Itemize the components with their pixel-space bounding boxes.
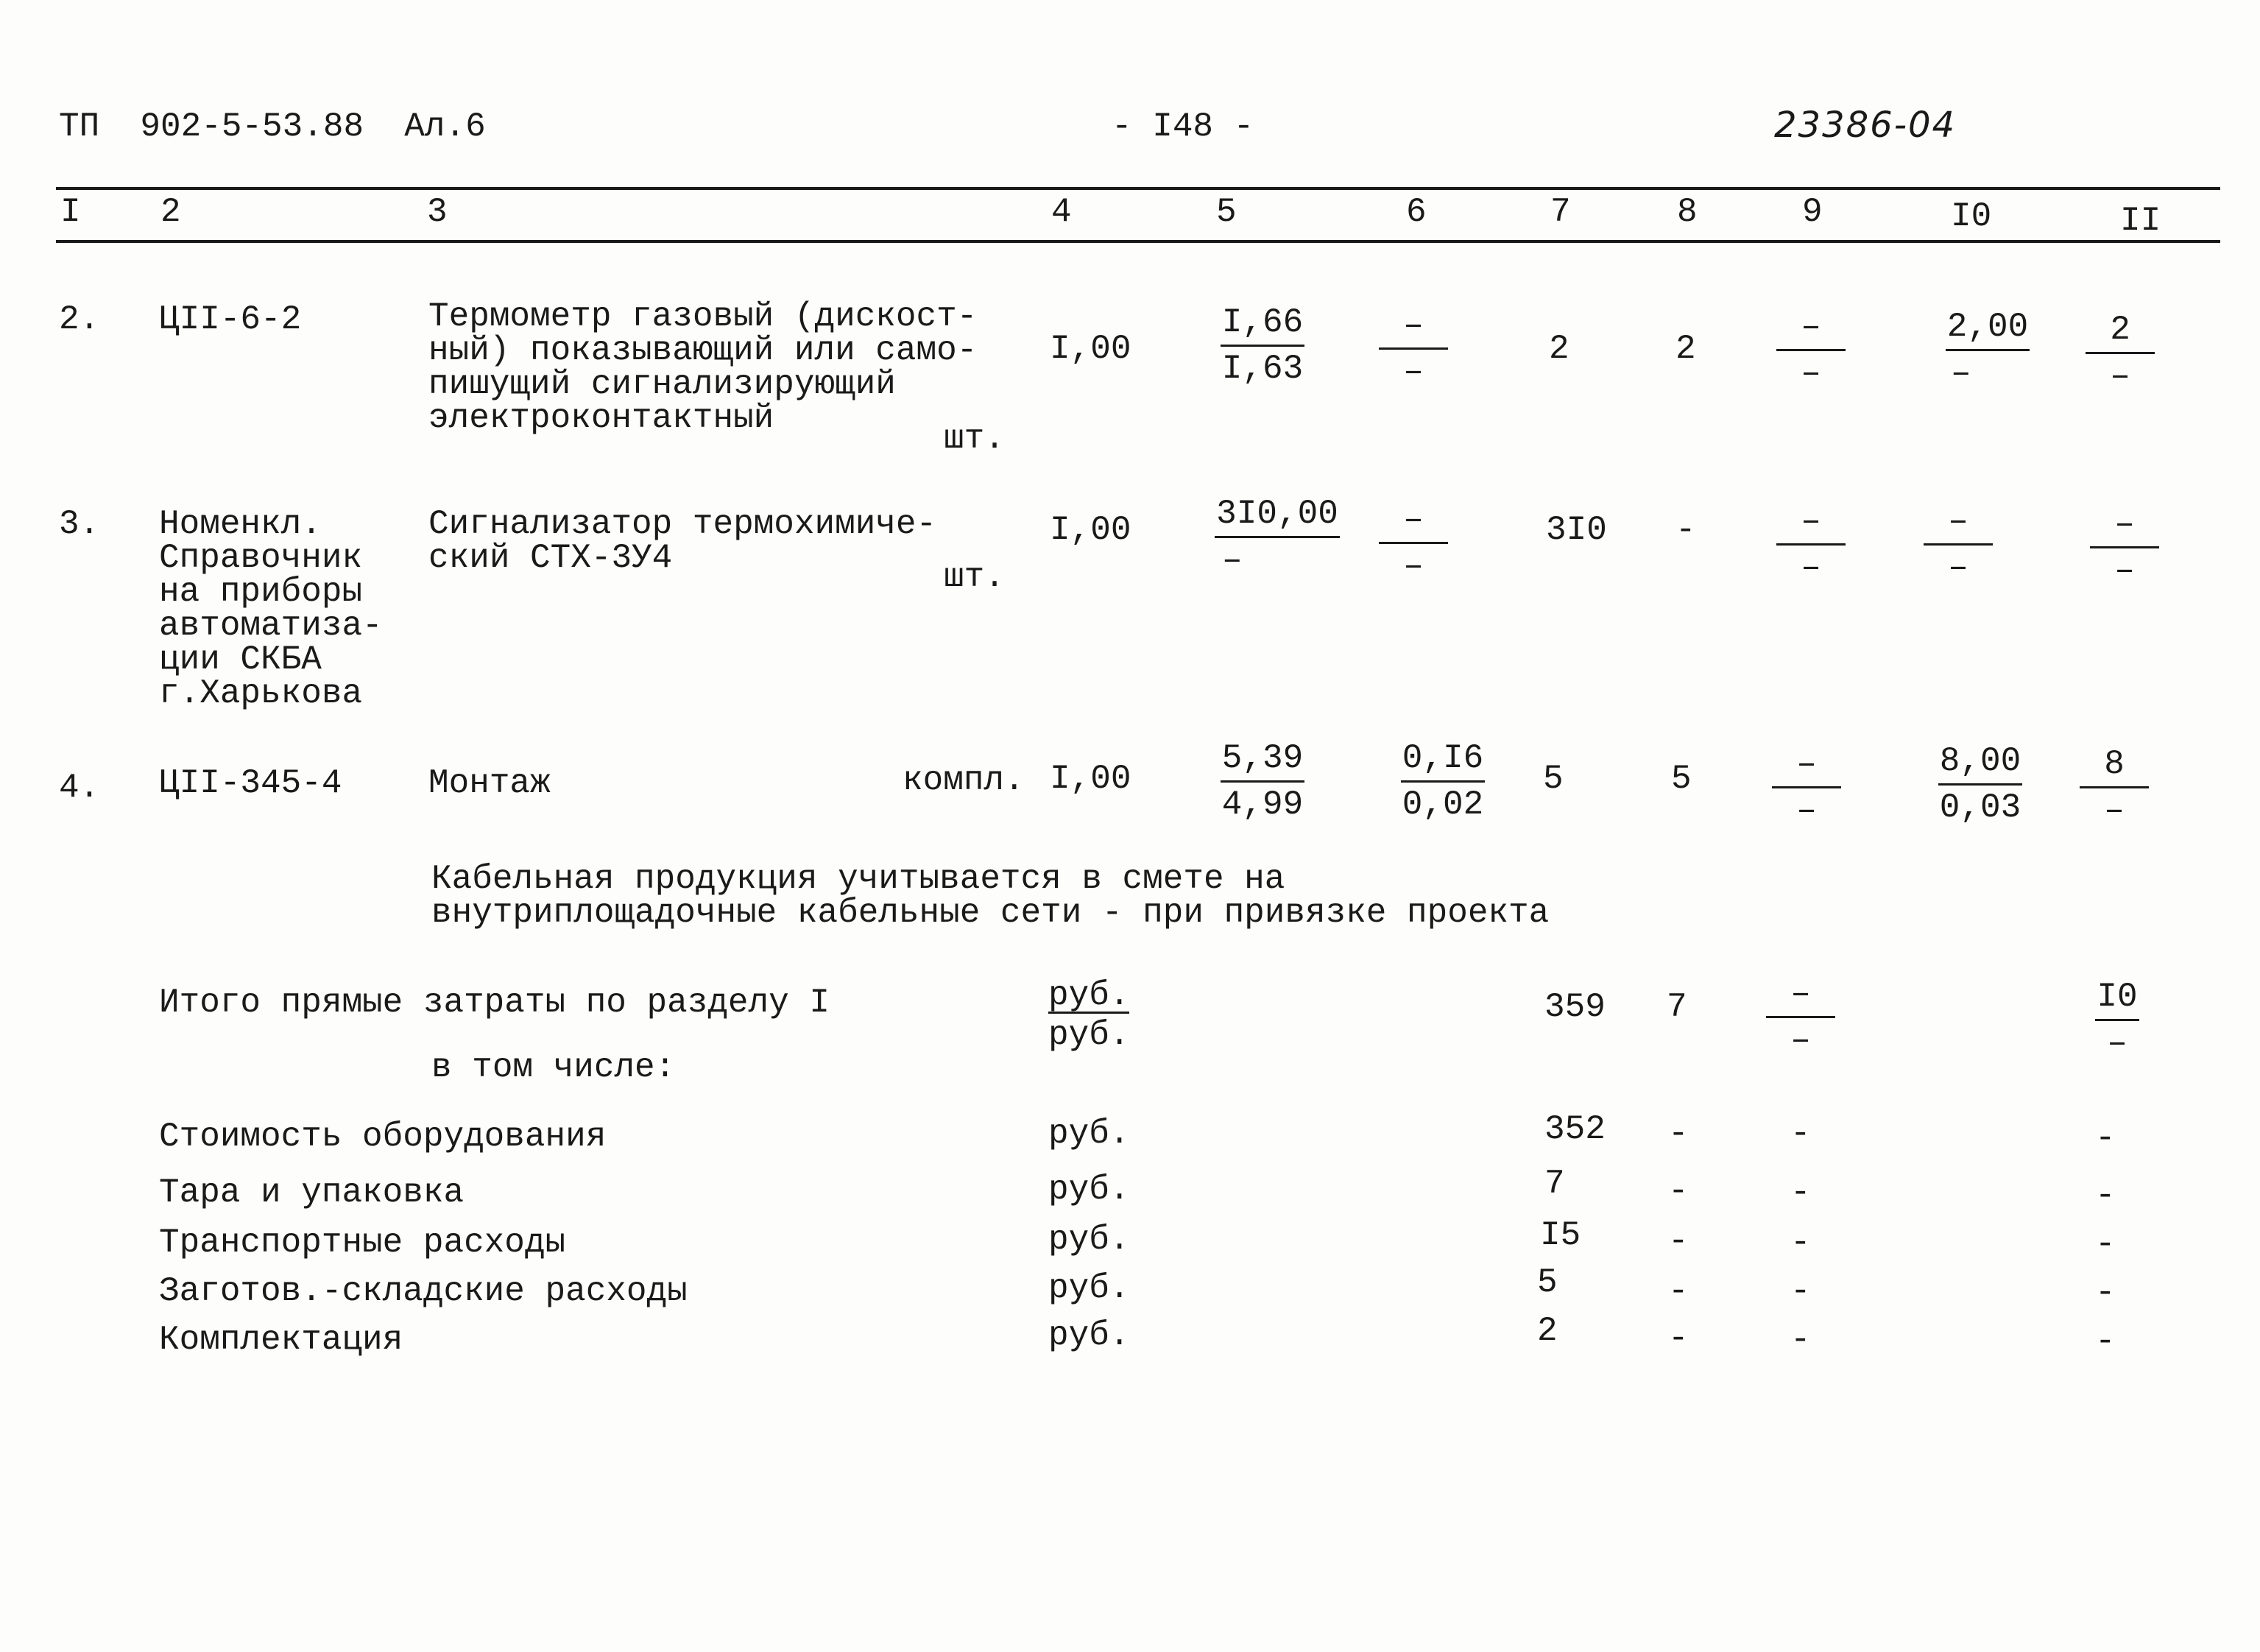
row-4-c5-top: 5,39 xyxy=(1221,736,1304,783)
row-4-qty: I,00 xyxy=(1050,760,1131,798)
row-4-c6 xyxy=(1391,736,1494,827)
row-4-c9-bot: – xyxy=(1796,791,1817,830)
row-3-code-line-3: на приборы xyxy=(159,573,363,611)
col-head-7: 7 xyxy=(1550,193,1571,231)
row-2-c11-bot: – xyxy=(2110,357,2130,395)
breakdown-5-unit: руб. xyxy=(1048,1316,1130,1355)
breakdown-4-c8: - xyxy=(1668,1272,1689,1310)
col-head-2: 2 xyxy=(160,193,181,231)
col-head-8: 8 xyxy=(1677,193,1698,231)
row-2-name-line-2: ный) показывающий или само- xyxy=(428,331,978,370)
row-3-name-line-1: Сигнализатор термохимиче- xyxy=(428,505,937,543)
row-2-c10-bot: – xyxy=(1951,354,1971,392)
row-3-c11-bot: – xyxy=(2114,551,2135,590)
row-3-c11 xyxy=(2088,502,2161,593)
page-number: - I48 - xyxy=(1112,107,1254,146)
breakdown-1-c8: - xyxy=(1668,1115,1689,1153)
breakdown-3-c11: - xyxy=(2095,1225,2116,1263)
breakdown-5-c8: - xyxy=(1668,1319,1689,1358)
row-3-c5-bot: – xyxy=(1222,541,1243,579)
breakdown-4-c7: 5 xyxy=(1537,1263,1558,1302)
breakdown-1-c11: - xyxy=(2095,1119,2116,1157)
totals-unit-bot: руб. xyxy=(1048,1016,1130,1054)
breakdown-2-c11: - xyxy=(2095,1176,2116,1215)
row-2-name-line-3: пишущий сигнализирующий xyxy=(428,365,896,403)
row-2-c11-top: 2 xyxy=(2086,308,2155,354)
row-4-c10 xyxy=(1929,739,2032,830)
col-head-5: 5 xyxy=(1216,193,1237,231)
row-4-c10-top: 8,00 xyxy=(1938,739,2022,786)
row-3-c5-top: 3I0,00 xyxy=(1215,492,1340,538)
row-4-c6-top: 0,I6 xyxy=(1401,736,1485,783)
breakdown-1-label: Стоимость оборудования xyxy=(159,1118,607,1156)
row-3-c10-bot: – xyxy=(1948,548,1968,587)
totals-c7: 359 xyxy=(1544,988,1606,1026)
row-3-c8: - xyxy=(1675,511,1696,549)
row-4-c5-bot: 4,99 xyxy=(1221,786,1304,824)
row-3-c9 xyxy=(1774,499,1848,590)
row-2-c9 xyxy=(1774,305,1848,395)
totals-c8: 7 xyxy=(1667,988,1687,1026)
row-2-num: 2. xyxy=(59,300,100,339)
totals-c11 xyxy=(2080,975,2154,1065)
row-2-c8: 2 xyxy=(1675,330,1696,368)
row-3-c9-bot: – xyxy=(1801,548,1821,587)
breakdown-4-c11: - xyxy=(2095,1274,2116,1312)
row-4-c6-bot: 0,02 xyxy=(1402,786,1484,824)
col-head-9: 9 xyxy=(1802,193,1823,231)
handwritten-number: 23386-04 xyxy=(1774,105,1957,146)
breakdown-5-c11: - xyxy=(2095,1322,2116,1360)
row-4-c11-bot: – xyxy=(2104,791,2125,830)
totals-c9 xyxy=(1764,972,1837,1062)
breakdown-4-label: Заготов.-складские расходы xyxy=(159,1272,688,1310)
row-2-c5-bot: I,63 xyxy=(1221,350,1304,388)
row-3-c5 xyxy=(1207,492,1347,582)
row-3-qty: I,00 xyxy=(1050,511,1131,549)
row-4-c8: 5 xyxy=(1671,760,1692,798)
row-2-c6-bot: – xyxy=(1403,353,1424,391)
row-2-c5 xyxy=(1207,300,1318,391)
row-3-c6-top: – xyxy=(1379,498,1448,544)
row-2-unit: шт. xyxy=(944,420,1005,458)
breakdown-5-c9: - xyxy=(1790,1321,1811,1359)
row-4-unit: компл. xyxy=(903,761,1025,799)
totals-c9-top: – xyxy=(1766,972,1835,1018)
row-3-c10-top: – xyxy=(1924,499,1993,546)
row-4-c9 xyxy=(1770,742,1843,833)
row-3-c6 xyxy=(1377,498,1450,588)
row-3-unit: шт. xyxy=(944,558,1005,596)
totals-c9-bot: – xyxy=(1790,1021,1811,1059)
row-2-code: ЦII-6-2 xyxy=(159,300,302,339)
row-4-c10-bot: 0,03 xyxy=(1939,788,2021,827)
row-3-c9-top: – xyxy=(1776,499,1846,546)
row-2-name-line-1: Термометр газовый (дискост- xyxy=(428,297,978,336)
breakdown-4-c9: - xyxy=(1790,1272,1811,1310)
header-bottom-rule xyxy=(56,240,2220,243)
breakdown-1-c9: - xyxy=(1790,1115,1811,1153)
note-line-1: Кабельная продукция учитывается в смете на xyxy=(431,860,1285,898)
breakdown-3-c7: I5 xyxy=(1540,1216,1581,1254)
row-4-c11 xyxy=(2077,742,2151,833)
row-2-c6-top: – xyxy=(1379,303,1448,350)
row-3-code-line-5: ции СКБА xyxy=(159,640,322,679)
row-4-num: 4. xyxy=(59,769,100,807)
col-head-6: 6 xyxy=(1406,193,1427,231)
breakdown-2-label: Тара и упаковка xyxy=(159,1173,465,1212)
breakdown-3-unit: руб. xyxy=(1048,1221,1130,1259)
breakdown-3-c9: - xyxy=(1790,1224,1811,1262)
col-head-10: I0 xyxy=(1951,197,1992,236)
row-3-c6-bot: – xyxy=(1403,547,1424,585)
breakdown-4-unit: руб. xyxy=(1048,1269,1130,1307)
row-4-c11-top: 8 xyxy=(2080,742,2149,788)
col-head-4: 4 xyxy=(1051,193,1072,231)
row-2-name-line-4: электроконтактный xyxy=(428,399,774,437)
totals-including: в том числе: xyxy=(431,1048,676,1087)
row-4-c7: 5 xyxy=(1543,760,1564,798)
breakdown-2-c8: - xyxy=(1668,1172,1689,1210)
row-4-code: ЦII-345-4 xyxy=(159,764,342,802)
row-3-code-line-1: Номенкл. xyxy=(159,505,322,543)
row-2-c10 xyxy=(1936,305,2039,395)
breakdown-2-c7: 7 xyxy=(1544,1165,1565,1203)
breakdown-5-label: Комплектация xyxy=(159,1321,403,1359)
breakdown-3-c8: - xyxy=(1668,1222,1689,1260)
totals-c11-bot: – xyxy=(2107,1024,2127,1062)
col-head-1: I xyxy=(60,193,81,231)
row-4-c9-top: – xyxy=(1772,742,1841,788)
row-3-c7: 3I0 xyxy=(1546,511,1607,549)
breakdown-3-label: Транспортные расходы xyxy=(159,1224,566,1262)
row-3-name-line-2: ский СТХ-3У4 xyxy=(428,539,673,577)
doc-code: ТП 902-5-53.88 Ал.6 xyxy=(59,107,486,146)
row-3-code-line-2: Справочник xyxy=(159,539,363,577)
breakdown-5-c7: 2 xyxy=(1537,1312,1558,1350)
header-top-rule xyxy=(56,187,2220,190)
col-head-11: II xyxy=(2120,202,2161,240)
row-2-c5-top: I,66 xyxy=(1221,300,1304,347)
row-2-c9-bot: – xyxy=(1801,354,1821,392)
breakdown-2-unit: руб. xyxy=(1048,1171,1130,1209)
row-2-c7: 2 xyxy=(1549,330,1569,368)
row-2-c9-top: – xyxy=(1776,305,1846,351)
col-head-3: 3 xyxy=(427,193,448,231)
totals-c11-top: I0 xyxy=(2095,975,2139,1021)
breakdown-1-c7: 352 xyxy=(1544,1110,1606,1148)
row-2-c10-top: 2,00 xyxy=(1946,305,2030,351)
row-3-code-line-4: автоматиза- xyxy=(159,607,383,645)
breakdown-2-c9: - xyxy=(1790,1173,1811,1212)
row-2-qty: I,00 xyxy=(1050,330,1131,368)
row-4-name: Монтаж xyxy=(428,764,551,802)
row-3-c10 xyxy=(1921,499,1995,590)
totals-label: Итого прямые затраты по разделу I xyxy=(159,984,830,1022)
row-4-c5 xyxy=(1207,736,1318,827)
row-2-c6 xyxy=(1377,303,1450,394)
breakdown-1-unit: руб. xyxy=(1048,1115,1130,1153)
row-3-c11-top: – xyxy=(2090,502,2159,548)
row-3-num: 3. xyxy=(59,505,100,543)
row-3-code-line-6: г.Харькова xyxy=(159,674,363,713)
totals-unit-top: руб. xyxy=(1048,976,1130,1014)
note-line-2: внутриплощадочные кабельные сети - при привязке проекта xyxy=(431,894,1550,932)
row-2-c11 xyxy=(2083,308,2157,398)
